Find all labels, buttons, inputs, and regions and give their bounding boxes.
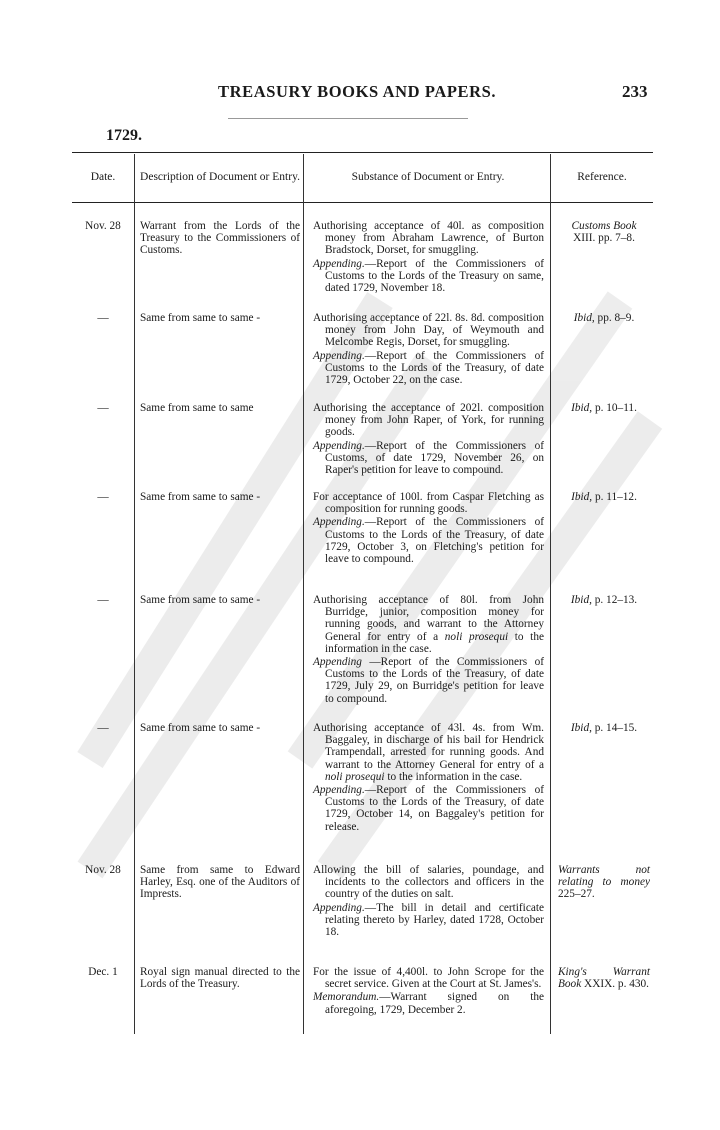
year-heading: 1729. bbox=[106, 127, 142, 144]
appending-label: Appending. bbox=[313, 516, 365, 529]
entry-description: Same from same to same - bbox=[140, 594, 261, 606]
memorandum-label: Memorandum. bbox=[313, 991, 380, 1004]
substance-text-a: Authorising acceptance of 80l. from John Burridge, junior, composition money for running goods, and warrant to the Attorney General for entry of a bbox=[313, 594, 544, 643]
entry-substance bbox=[313, 966, 544, 1016]
memorandum-note bbox=[313, 991, 544, 1015]
entry-description: Same from same to Edward Harley, Esq. one of the Auditors of Imprests. bbox=[140, 864, 300, 901]
entry-date: — bbox=[97, 594, 109, 606]
column-divider bbox=[134, 154, 135, 1034]
appending-note bbox=[313, 656, 544, 705]
column-divider bbox=[303, 154, 304, 1034]
appending-label: Appending. bbox=[313, 784, 365, 797]
reference-title: Ibid, bbox=[570, 594, 592, 606]
entry-substance bbox=[313, 220, 544, 294]
entry-reference bbox=[558, 722, 650, 734]
header-description: Description of Document or Entry. bbox=[140, 170, 300, 183]
reference-title: Ibid, bbox=[570, 722, 592, 734]
substance-text bbox=[313, 722, 544, 783]
reference-pages: pp. 8–9. bbox=[594, 312, 635, 324]
substance-text bbox=[313, 594, 544, 655]
appending-note bbox=[313, 350, 544, 387]
page-number: 233 bbox=[622, 82, 648, 101]
column-divider bbox=[550, 154, 551, 1034]
substance-text-b: to the information in the case. bbox=[384, 770, 523, 783]
appending-label: Appending. bbox=[313, 257, 365, 270]
entry-reference bbox=[558, 220, 650, 244]
appending-note bbox=[313, 258, 544, 295]
reference-pages: p. 10–11. bbox=[592, 402, 637, 414]
substance-text: Allowing the bill of salaries, poundage, and incidents to the collectors and officers in the country of the duties on salt. bbox=[313, 864, 544, 901]
reference-pages: p. 12–13. bbox=[591, 594, 638, 606]
appending-label: Appending. bbox=[313, 349, 365, 362]
appending-note bbox=[313, 516, 544, 565]
entry-date: — bbox=[97, 402, 109, 414]
appending-label: Appending bbox=[313, 656, 362, 669]
reference-pages: p. 11–12. bbox=[592, 491, 637, 503]
appending-label: Appending. bbox=[313, 439, 365, 452]
substance-text-a: Authorising acceptance of 43l. 4s. from Wm. Baggaley, in discharge of his bail for Hendrick Trampendall, arrested for running goods. And warrant to the Attorney General for entry of a bbox=[313, 722, 544, 771]
appending-note bbox=[313, 440, 544, 477]
header-date: Date. bbox=[90, 170, 116, 183]
memorandum-text: —Warrant signed on the aforegoing, 1729, December 2. bbox=[325, 991, 544, 1016]
header-reference: Reference. bbox=[577, 170, 627, 183]
entry-reference bbox=[558, 864, 650, 901]
reference-title: Warrants not relating to money bbox=[558, 864, 650, 889]
entry-substance bbox=[313, 402, 544, 476]
entry-substance bbox=[313, 491, 544, 565]
entry-reference bbox=[558, 594, 650, 606]
entry-description: Same from same to same - bbox=[140, 312, 261, 324]
appending-label: Appending. bbox=[313, 901, 365, 914]
substance-text: For the issue of 4,400l. to John Scrope for the secret service. Given at the Court at St. James's. bbox=[313, 966, 544, 991]
substance-text: Authorising acceptance of 40l. as composition money from Abraham Lawrence, of Burton Bradstock, Dorset, for smuggling. bbox=[313, 220, 544, 257]
header-bottom-rule bbox=[72, 202, 653, 203]
entry-reference bbox=[558, 402, 650, 414]
entry-description: Same from same to same - bbox=[140, 491, 261, 503]
entries-table bbox=[72, 152, 653, 1042]
entry-reference bbox=[558, 966, 650, 990]
substance-latin: noli prosequi bbox=[444, 630, 509, 643]
running-head bbox=[0, 82, 720, 106]
substance-latin: noli prosequi bbox=[325, 770, 385, 783]
running-title: TREASURY BOOKS AND PAPERS. bbox=[218, 82, 497, 101]
substance-text-b: to the information in the case. bbox=[325, 630, 544, 655]
head-rule bbox=[228, 118, 468, 119]
entry-substance bbox=[313, 594, 544, 705]
entry-description: Same from same to same - bbox=[140, 722, 261, 734]
entry-date: — bbox=[97, 312, 109, 324]
reference-title: Ibid, bbox=[571, 491, 593, 503]
entry-description: Warrant from the Lords of the Treasury to the Commissioners of Customs. bbox=[140, 220, 300, 257]
entry-reference bbox=[558, 491, 650, 503]
reference-pages: p. 14–15. bbox=[591, 722, 638, 734]
reference-title: King's Warrant Book bbox=[558, 966, 650, 991]
appending-text: —Report of the Commissioners of Customs to the Lords of the Treasury, of date 1729, July 29, on Burridge's petition for leave to compound. bbox=[325, 656, 544, 705]
appending-text: —Report of the Commissioners of Customs, of date 1729, November 26, on Raper's petition for leave to compound. bbox=[325, 439, 544, 477]
reference-title: Customs Book bbox=[571, 220, 637, 232]
entry-date: — bbox=[97, 491, 109, 503]
header-substance: Substance of Document or Entry. bbox=[351, 170, 505, 183]
appending-text: —Report of the Commissioners of Customs to the Lords of the Treasury on same, dated 1729, November 18. bbox=[325, 257, 544, 295]
appending-text: —Report of the Commissioners of Customs to the Lords of the Treasury, of date 1729, October 14, on Baggaley's petition for release. bbox=[325, 784, 544, 833]
reference-title: Ibid, bbox=[573, 312, 595, 324]
appending-note bbox=[313, 784, 544, 833]
substance-text: Authorising the acceptance of 202l. composition money from John Raper, of York, for running goods. bbox=[313, 402, 544, 439]
appending-text: —Report of the Commissioners of Customs to the Lords of the Treasury, of date 1729, October 3, on Fletching's petition for leave to compound. bbox=[325, 516, 544, 566]
appending-text: —The bill in detail and certificate relating thereto by Harley, dated 1728, October 18. bbox=[325, 901, 544, 939]
substance-text: Authorising acceptance of 22l. 8s. 8d. composition money from John Day, of Weymouth and Melcombe Regis, Dorset, for smuggling. bbox=[313, 312, 544, 349]
entry-date: Nov. 28 bbox=[85, 220, 121, 232]
reference-pages: XXIX. p. 430. bbox=[581, 978, 649, 991]
reference-title: Ibid, bbox=[571, 402, 593, 414]
substance-text: For acceptance of 100l. from Caspar Fletching as composition for running goods. bbox=[313, 491, 544, 516]
entry-substance bbox=[313, 312, 544, 386]
appending-text: —Report of the Commissioners of Customs to the Lords of the Treasury, of date 1729, October 22, on the case. bbox=[325, 349, 544, 387]
reference-pages: 225–27. bbox=[558, 888, 595, 901]
entry-date: Dec. 1 bbox=[88, 966, 118, 978]
entry-description: Same from same to same bbox=[140, 402, 254, 414]
entry-substance bbox=[313, 722, 544, 833]
entry-date: — bbox=[97, 722, 109, 734]
appending-note bbox=[313, 902, 544, 939]
entry-date: Nov. 28 bbox=[85, 864, 121, 876]
entry-description: Royal sign manual directed to the Lords of the Treasury. bbox=[140, 966, 300, 991]
reference-pages: XIII. pp. 7–8. bbox=[573, 232, 635, 245]
entry-reference bbox=[558, 312, 650, 324]
entry-substance bbox=[313, 864, 544, 938]
